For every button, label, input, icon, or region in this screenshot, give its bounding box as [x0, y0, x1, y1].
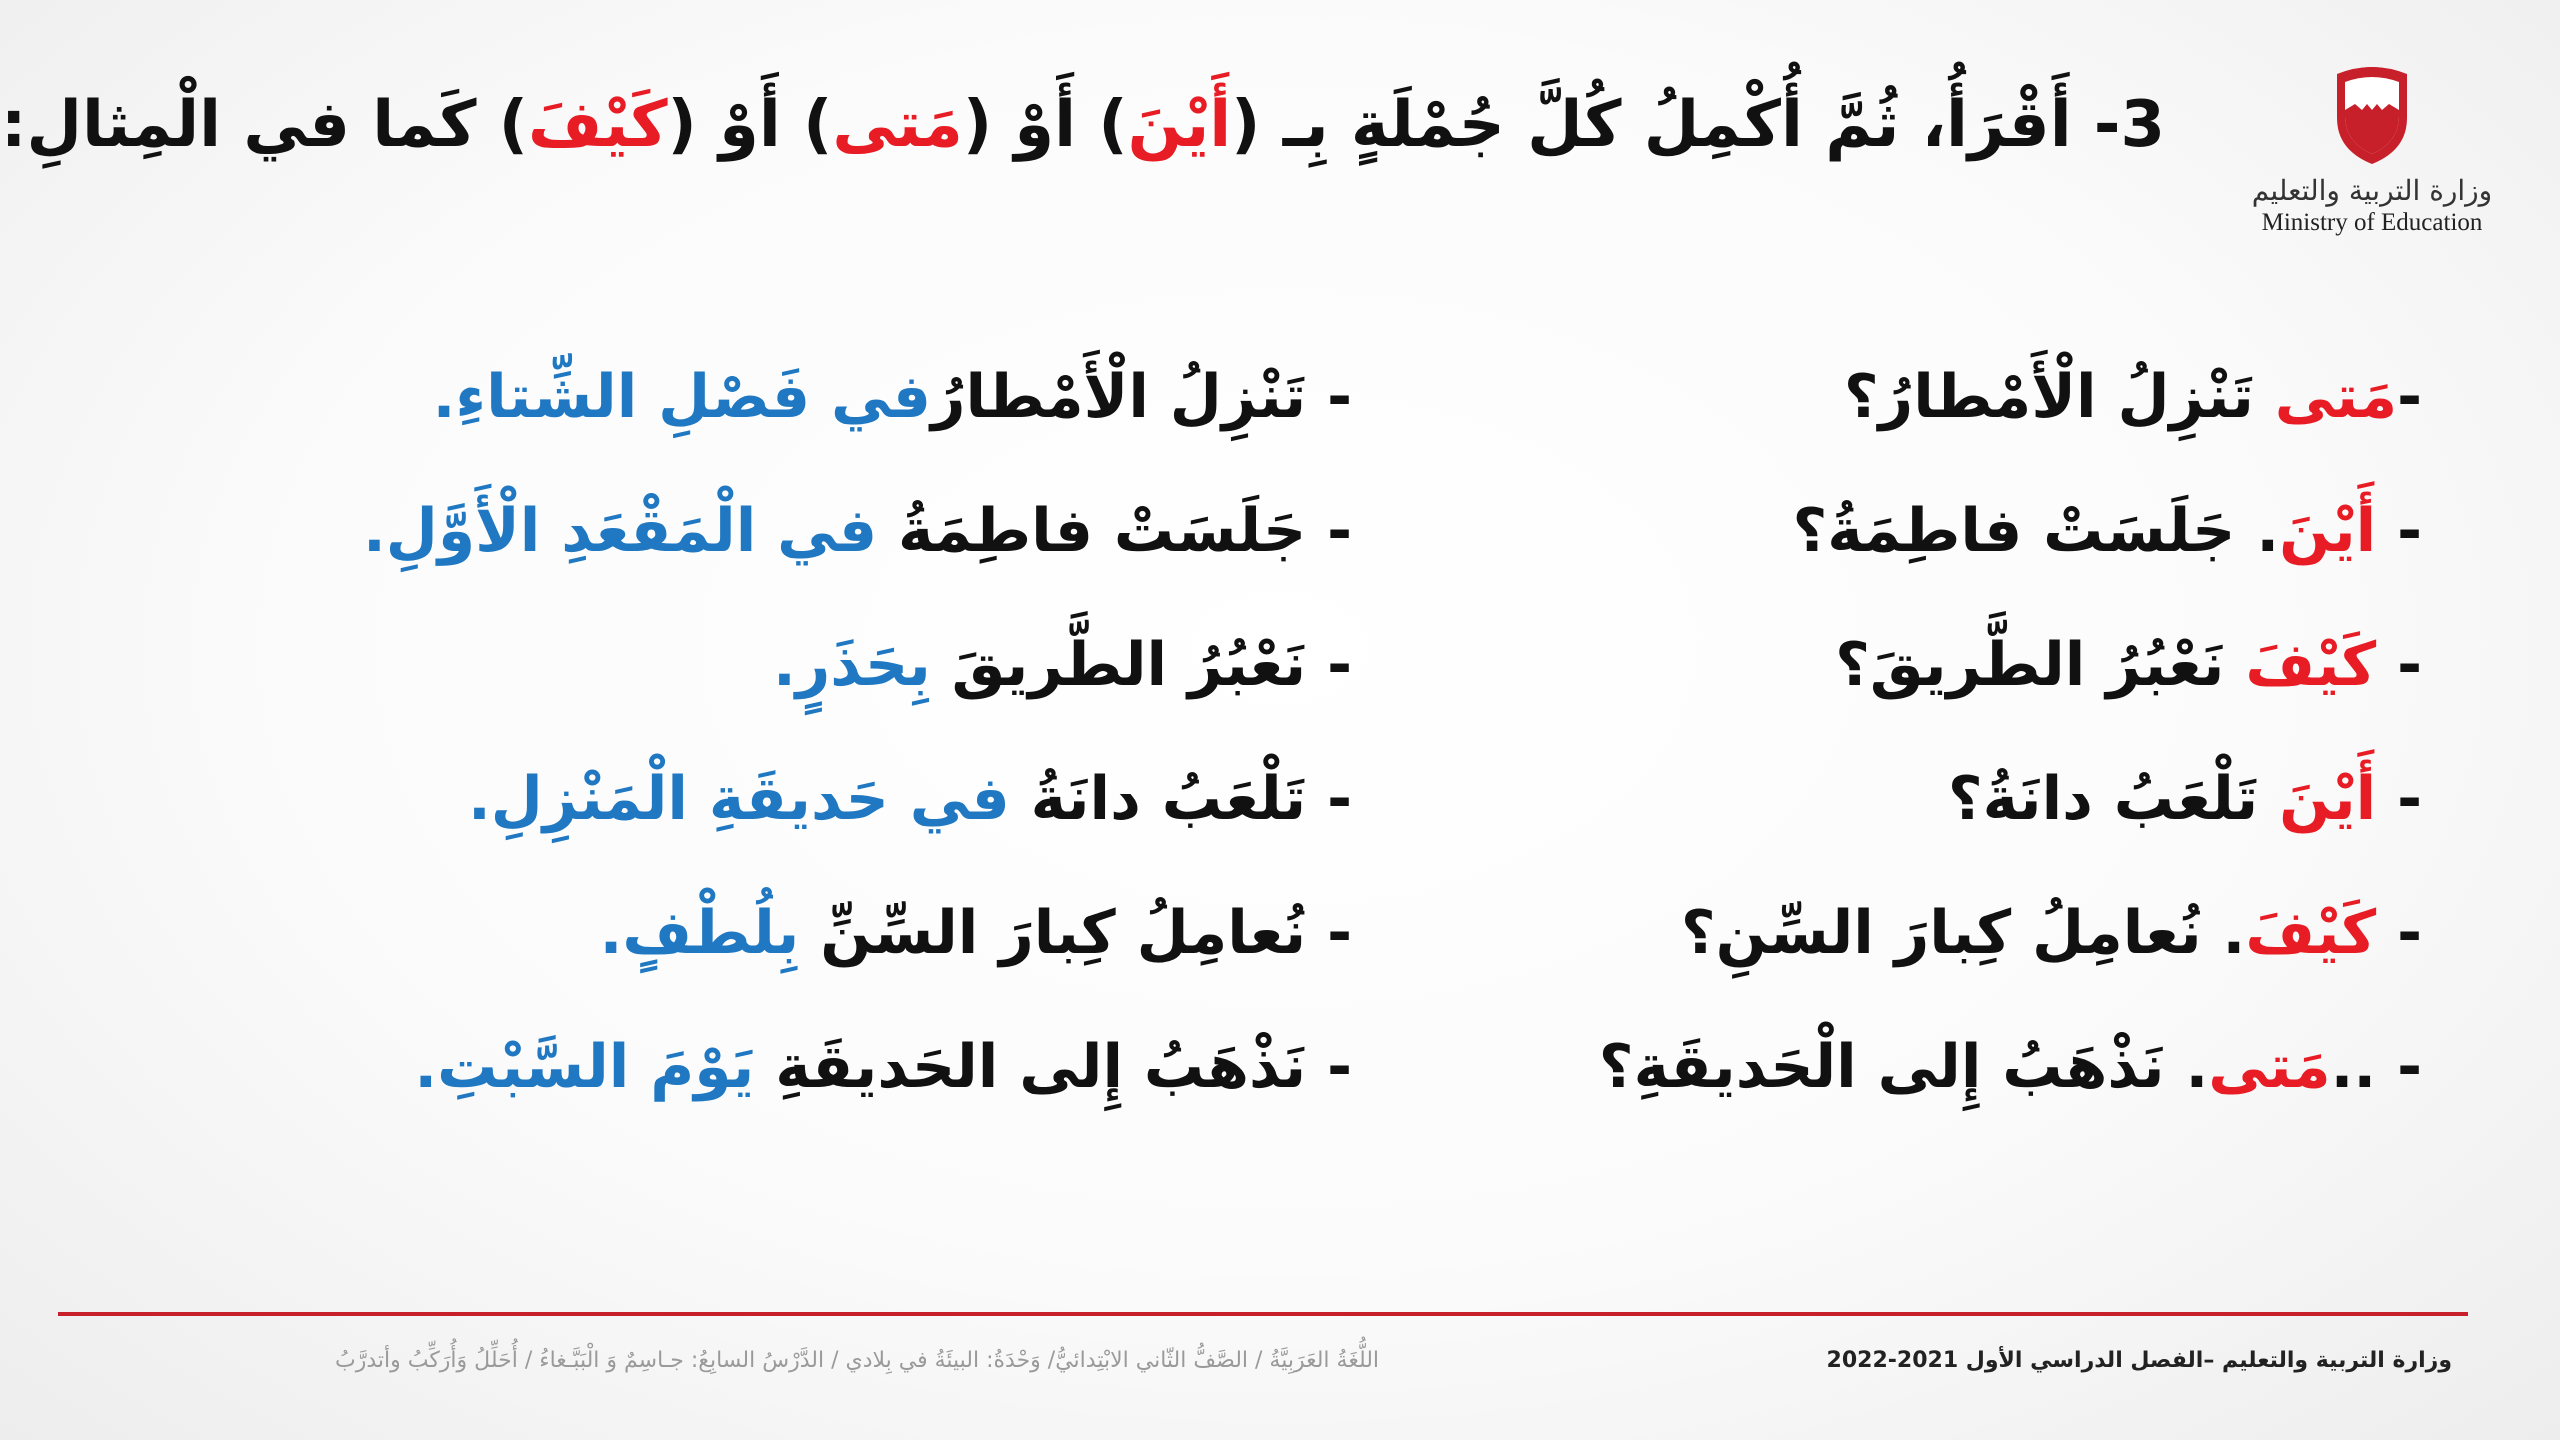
- title-word-ayna: أَيْنَ: [1127, 88, 1232, 162]
- answer-completion: في حَديقَةِ الْمَنْزِلِ.: [467, 764, 1010, 834]
- answer-line: [152, 464, 1352, 598]
- answer-text: - تَنْزِلُ الْأَمْطارُ: [931, 362, 1352, 432]
- answer-completion: بِلُطْفٍ.: [599, 898, 800, 968]
- title-prefix: 3- أَقْرَأُ، ثُمَّ أُكْمِلُ كُلَّ جُمْلَةٍ بِـ (: [1231, 88, 2165, 162]
- exercise-title: [0, 88, 2165, 162]
- question-text: . نَذْهَبُ إِلى الْحَديقَةِ؟: [1598, 1032, 2209, 1102]
- title-mid-2: ) أَوْ (: [667, 88, 833, 162]
- question-line: [1422, 732, 2422, 866]
- question-dash: -: [2376, 764, 2422, 834]
- answer-line: [152, 598, 1352, 732]
- ministry-name-arabic: وزارة التربية والتعليم: [2251, 174, 2493, 207]
- question-line: [1422, 464, 2422, 598]
- answer-completion: في فَصْلِ الشِّتاءِ.: [432, 362, 931, 432]
- question-dash: -: [2376, 496, 2422, 566]
- question-dash: - ..: [2330, 1032, 2422, 1102]
- question-dash: -: [2376, 630, 2422, 700]
- answer-line: [152, 866, 1352, 1000]
- question-line: [1422, 1000, 2422, 1134]
- question-line: [1422, 598, 2422, 732]
- answers-column: [152, 330, 1352, 1134]
- question-text: تَلْعَبُ دانَةُ؟: [1947, 764, 2280, 834]
- question-word: كَيْفَ: [2245, 630, 2377, 700]
- question-text: . نُعامِلُ كِبارَ السِّنِ؟: [1680, 898, 2246, 968]
- question-line: [1422, 866, 2422, 1000]
- answer-completion: يَوْمَ السَّبْتِ.: [414, 1032, 755, 1102]
- answer-text: - نَعْبُرُ الطَّريقَ: [930, 630, 1352, 700]
- question-word: مَتى: [2208, 1032, 2331, 1102]
- answer-text: - نَذْهَبُ إِلى الحَديقَةِ: [754, 1032, 1352, 1102]
- answer-completion: بِحَذَرٍ.: [772, 630, 931, 700]
- answer-text: - تَلْعَبُ دانَةُ: [1009, 764, 1352, 834]
- question-text: . جَلَسَتْ فاطِمَةُ؟: [1792, 496, 2280, 566]
- title-mid-1: ) أَوْ (: [962, 88, 1128, 162]
- question-dash: -: [2397, 362, 2422, 432]
- question-word: كَيْفَ: [2245, 898, 2377, 968]
- answer-line: [152, 732, 1352, 866]
- footer-divider: [58, 1312, 2468, 1316]
- question-word: مَتى: [2274, 362, 2398, 432]
- question-text: نَعْبُرُ الطَّريقَ؟: [1835, 630, 2246, 700]
- answer-line: [152, 1000, 1352, 1134]
- question-dash: -: [2376, 898, 2422, 968]
- answer-line: [152, 330, 1352, 464]
- title-word-mata: مَتى: [832, 88, 963, 162]
- answer-completion: في الْمَقْعَدِ الْأَوَّلِ.: [362, 496, 878, 566]
- answer-text: - جَلَسَتْ فاطِمَةُ: [877, 496, 1352, 566]
- question-word: أَيْنَ: [2279, 764, 2377, 834]
- answer-text: - نُعامِلُ كِبارَ السِّنِّ: [799, 898, 1352, 968]
- footer-lesson-path: اللُّغَةُ العَرَبِيَّةُ / الصَّفُّ الثّاني الابْتِدائيُّ/ وَحْدَةُ: البيئَةُ في بِلادي / الدَّرْسُ السابِعُ: جـاسِمٌ وَ الْبَبَّـغاءُ / أُحَلِّلُ وَأُرَكِّبُ وأتدرَّبُ: [335, 1348, 1380, 1373]
- title-word-kayfa: كَيْفَ: [527, 88, 668, 162]
- ministry-logo: [2242, 66, 2502, 286]
- footer-ministry-term: وزارة التربية والتعليم –الفصل الدراسي الأول 2021-2022: [1826, 1348, 2452, 1373]
- ministry-name-english: Ministry of Education: [2261, 209, 2483, 236]
- question-line: [1422, 330, 2422, 464]
- question-word: أَيْنَ: [2279, 496, 2377, 566]
- title-suffix: ) كَما في الْمِثالِ:: [0, 88, 528, 162]
- emblem-icon: [2331, 66, 2413, 166]
- question-text: تَنْزِلُ الْأَمْطارُ؟: [1843, 362, 2275, 432]
- questions-column: [1422, 330, 2422, 1134]
